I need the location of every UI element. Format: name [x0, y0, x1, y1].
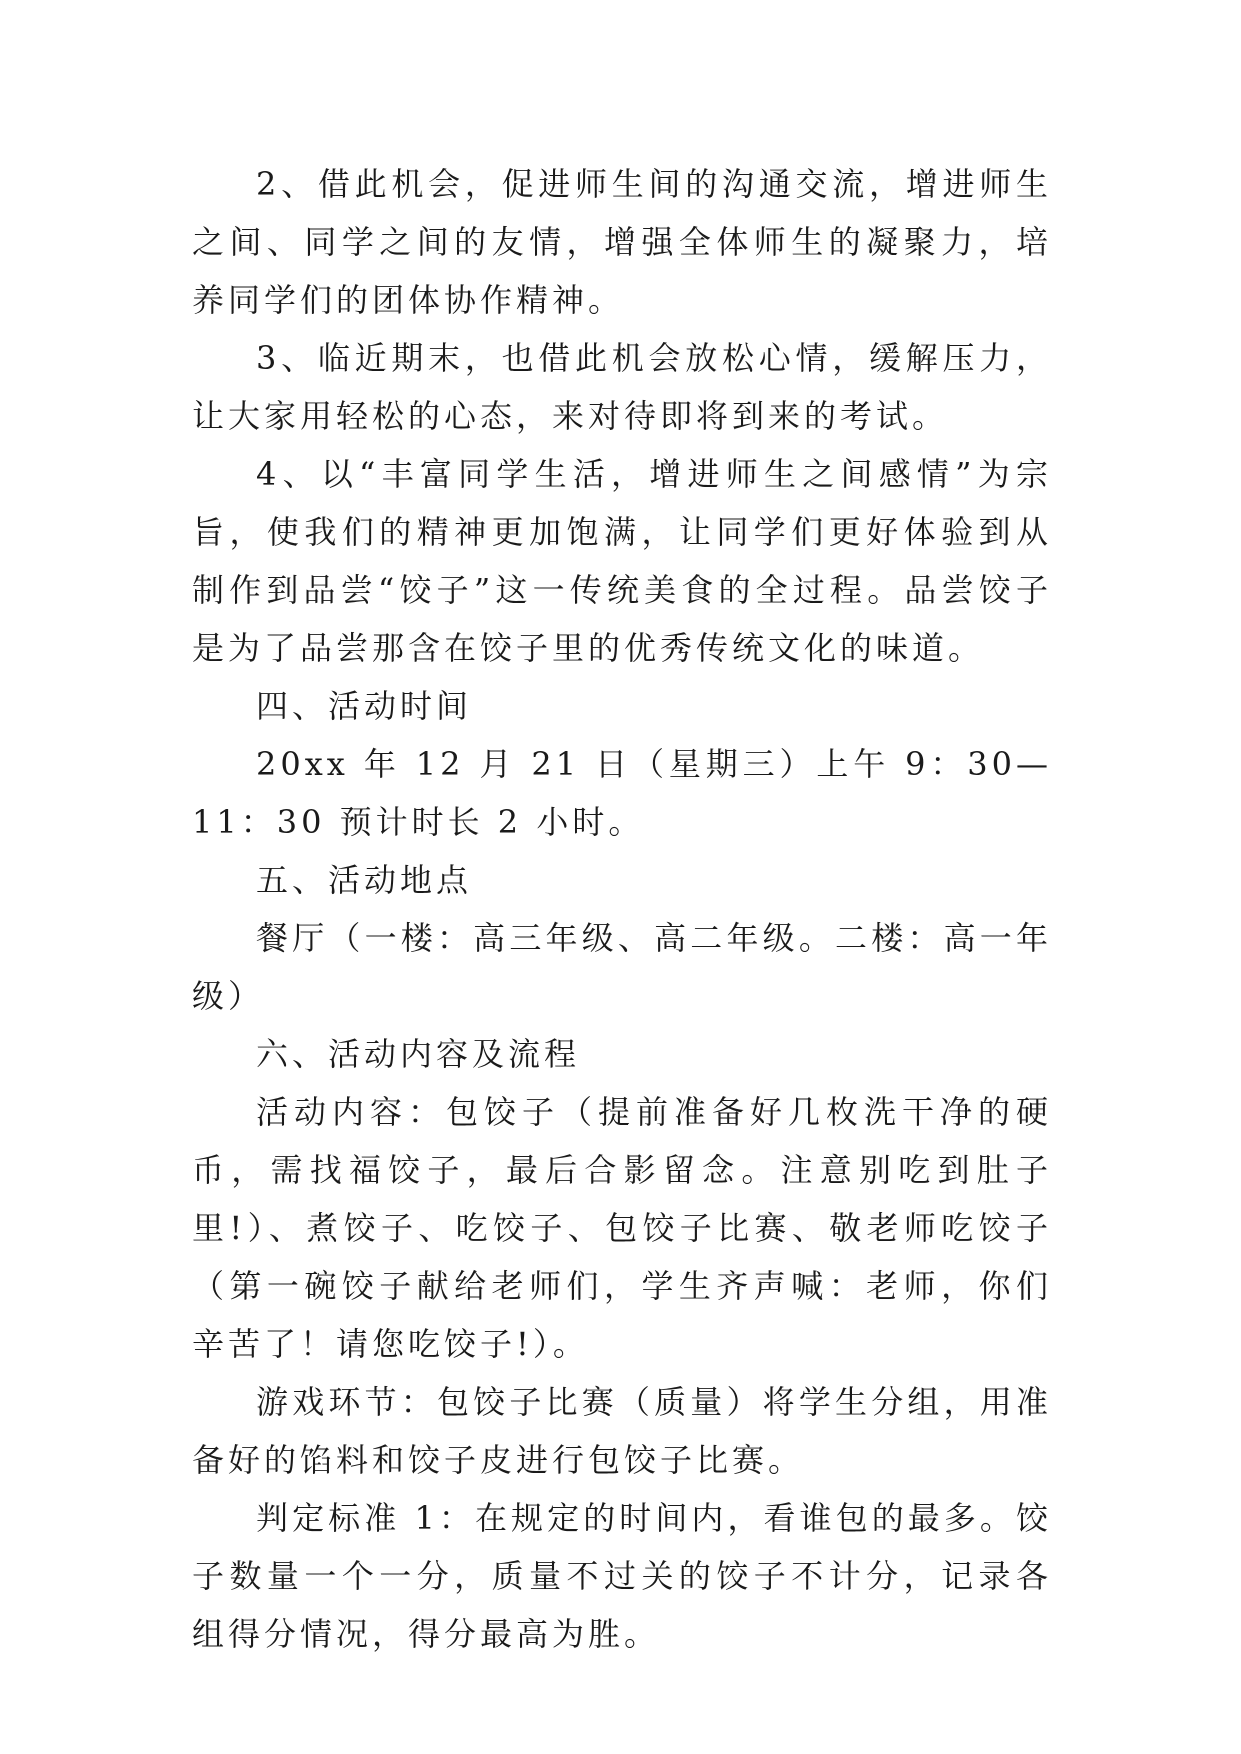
paragraph-content: 活动内容：包饺子（提前准备好几枚洗干净的硬币，需找福饺子，最后合影留念。注意别吃到肚子里!）、煮饺子、吃饺子、包饺子比赛、敬老师吃饺子（第一碗饺子献给老师们，学生齐声喊：老师，你们辛苦了！请您吃饺子!）。	[192, 1093, 1052, 1363]
paragraph-goal-4: 4、以“丰富同学生活，增进师生之间感情”为宗旨，使我们的精神更加饱满，让同学们更好体验到从制作到品尝“饺子”这一传统美食的全过程。品尝饺子是为了品尝那含在饺子里的优秀传统文化的味道。	[192, 455, 1052, 667]
paragraph-goal-3: 3、临近期末，也借此机会放松心情，缓解压力，让大家用轻松的心态，来对待即将到来的考试。	[192, 339, 1052, 435]
paragraph-time: 20xx 年 12 月 21 日（星期三）上午 9：30—11：30 预计时长 2 小时。	[192, 745, 1052, 841]
section-heading-location: 五、活动地点	[256, 861, 473, 899]
paragraph-criteria-1: 判定标准 1：在规定的时间内，看谁包的最多。饺子数量一个一分，质量不过关的饺子不计分，记录各组得分情况，得分最高为胜。	[192, 1499, 1052, 1653]
section-heading-content: 六、活动内容及流程	[256, 1035, 581, 1073]
paragraph-location: 餐厅（一楼：高三年级、高二年级。二楼：高一年级）	[192, 919, 1052, 1015]
paragraph-game: 游戏环节：包饺子比赛（质量）将学生分组，用准备好的馅料和饺子皮进行包饺子比赛。	[192, 1383, 1052, 1479]
document-body	[192, 155, 1052, 1663]
section-heading-time: 四、活动时间	[256, 687, 473, 725]
paragraph-goal-2: 2、借此机会，促进师生间的沟通交流，增进师生之间、同学之间的友情，增强全体师生的凝聚力，培养同学们的团体协作精神。	[192, 165, 1052, 319]
